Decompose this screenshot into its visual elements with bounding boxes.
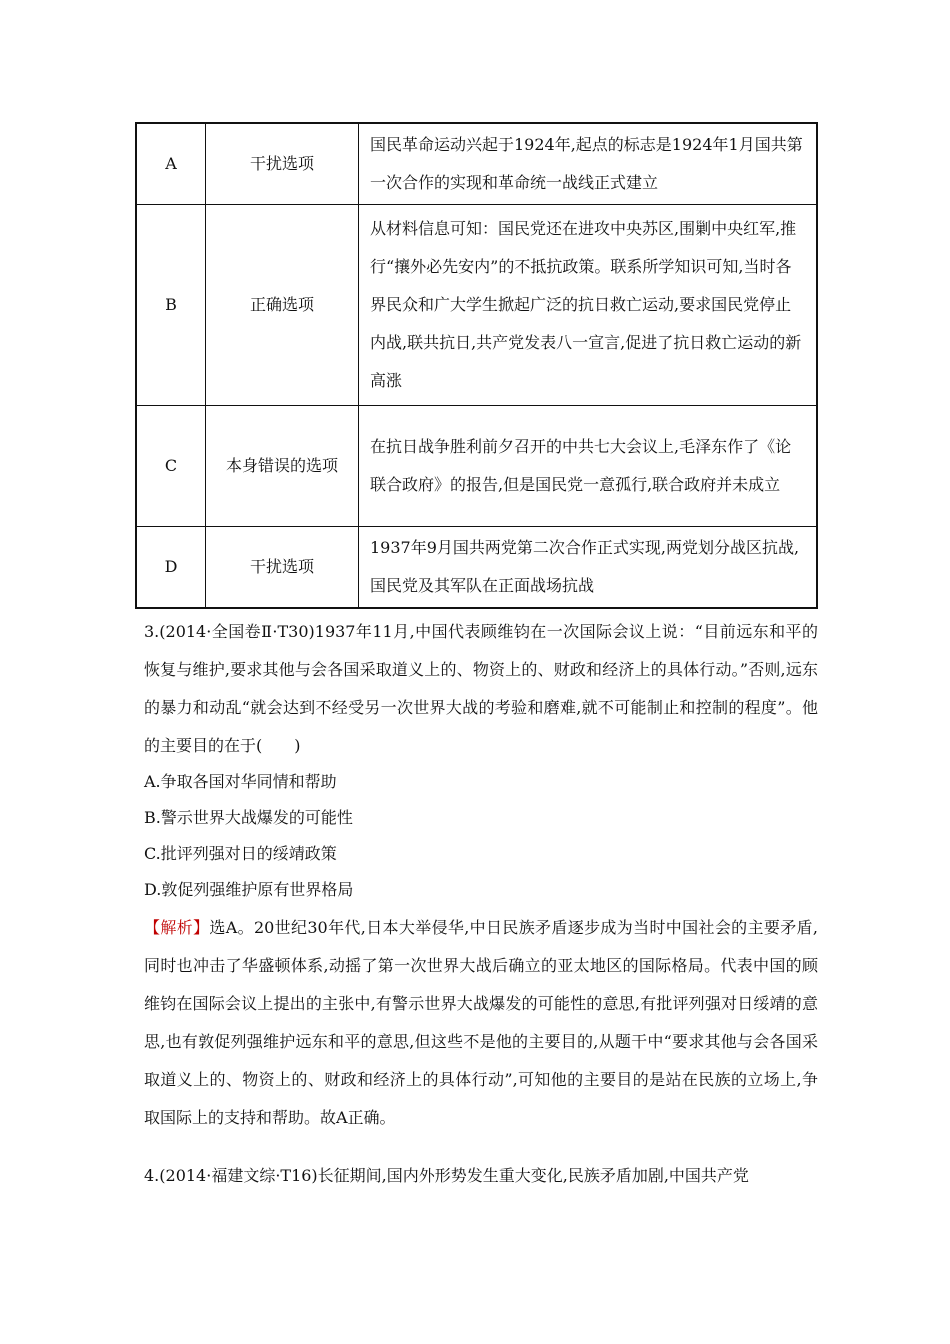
option-type: 本身错误的选项 bbox=[206, 406, 359, 527]
analysis-body: 选A。20世纪30年代,日本大举侵华,中日民族矛盾逐步成为当时中国社会的主要矛盾,同时也冲击了华盛顿体系,动摇了第一次世界大战后确立的亚太地区的国际格局。代表中国的顾维钧在国际会议上提出的主张中,有警示世界大战爆发的可能性的意思,有批评列强对日绥靖的意思,也有敦促列强维护远东和平的意思,但这些不是他的主要目的,从题干中“要求其他与会各国采取道义上的、物资上的、财政和经济上的具体行动”,可知他的主要目的是站在民族的立场上,争取国际上的支持和帮助。故A正确。 bbox=[144, 918, 818, 1127]
option-letter: B bbox=[136, 205, 206, 406]
option-letter: A bbox=[136, 123, 206, 205]
option-analysis-table bbox=[135, 122, 818, 609]
question-3-analysis bbox=[144, 909, 818, 1137]
option-letter: D bbox=[136, 527, 206, 609]
option-type: 正确选项 bbox=[206, 205, 359, 406]
option-explanation: 从材料信息可知：国民党还在进攻中央苏区,围剿中央红军,推行“攘外必先安内”的不抵抗政策。联系所学知识可知,当时各界民众和广大学生掀起广泛的抗日救亡运动,要求国民党停止内战,联共抗日,共产党发表八一宣言,促进了抗日救亡运动的新高涨 bbox=[359, 205, 818, 406]
option-explanation: 1937年9月国共两党第二次合作正式实现,两党划分战区抗战,国民党及其军队在正面战场抗战 bbox=[359, 527, 818, 609]
question-3-stem: 3.(2014·全国卷Ⅱ·T30)1937年11月,中国代表顾维钧在一次国际会议上说：“目前远东和平的恢复与维护,要求其他与会各国采取道义上的、物资上的、财政和经济上的具体行动。”否则,远东的暴力和动乱“就会达到不经受另一次世界大战的考验和磨难,就不可能制止和控制的程度”。他的主要目的在于( ) bbox=[144, 622, 818, 755]
option-type: 干扰选项 bbox=[206, 123, 359, 205]
question-3-option-d: D.敦促列强维护原有世界格局 bbox=[144, 880, 354, 899]
option-type: 干扰选项 bbox=[206, 527, 359, 609]
option-explanation: 在抗日战争胜利前夕召开的中共七大会议上,毛泽东作了《论联合政府》的报告,但是国民党一意孤行,联合政府并未成立 bbox=[359, 406, 818, 527]
question-4-stem: 4.(2014·福建文综·T16)长征期间,国内外形势发生重大变化,民族矛盾加剧,中国共产党 bbox=[144, 1166, 749, 1185]
table-row bbox=[136, 527, 817, 609]
question-3-option-a: A.争取各国对华同情和帮助 bbox=[144, 772, 337, 791]
question-3-option-c: C.批评列强对日的绥靖政策 bbox=[144, 844, 337, 863]
option-letter: C bbox=[136, 406, 206, 527]
analysis-tag: 【解析】 bbox=[144, 918, 210, 937]
question-3-option-b: B.警示世界大战爆发的可能性 bbox=[144, 808, 353, 827]
option-explanation: 国民革命运动兴起于1924年,起点的标志是1924年1月国共第一次合作的实现和革命统一战线正式建立 bbox=[359, 123, 818, 205]
table-row bbox=[136, 205, 817, 406]
table-row bbox=[136, 123, 817, 205]
table-row bbox=[136, 406, 817, 527]
